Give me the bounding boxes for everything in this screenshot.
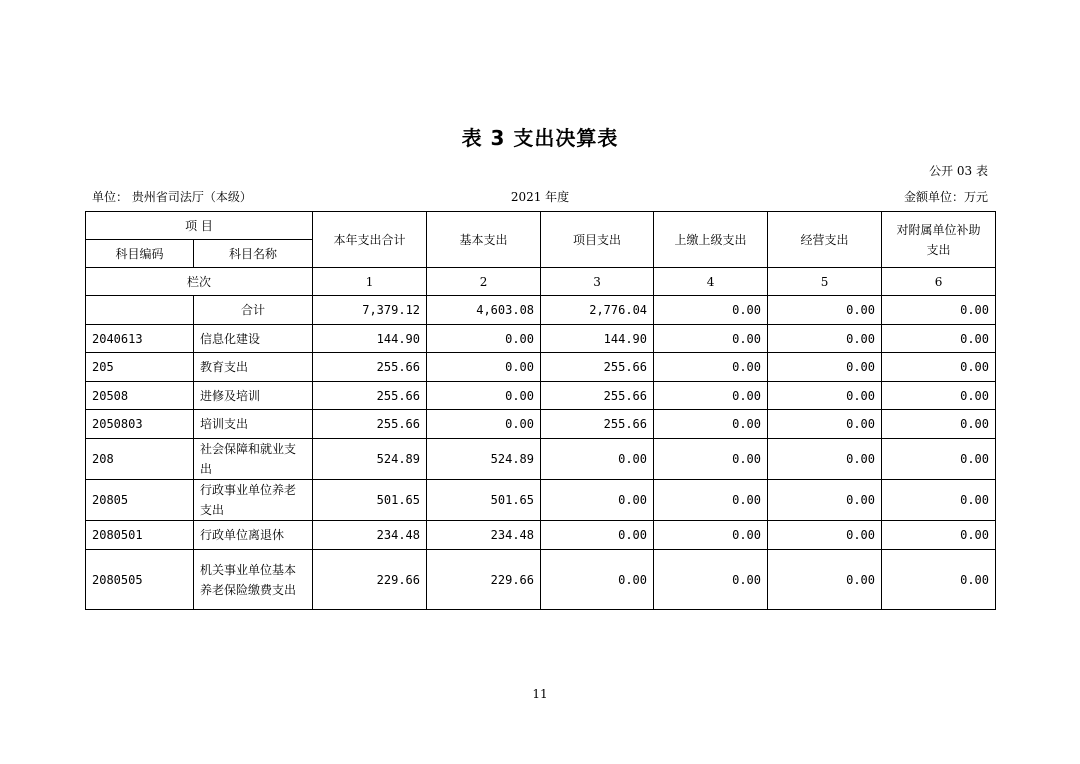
row-value: 0.00	[654, 382, 768, 410]
row-name: 机关事业单位基本养老保险缴费支出	[194, 550, 313, 610]
row-value: 0.00	[768, 353, 882, 382]
row-value: 255.66	[313, 353, 427, 382]
row-value: 0.00	[882, 550, 996, 610]
row-value: 0.00	[427, 325, 541, 353]
header-item: 项 目	[86, 212, 313, 240]
column-index-cell: 2	[427, 268, 541, 296]
row-value: 0.00	[654, 521, 768, 550]
row-value: 0.00	[882, 325, 996, 353]
row-code: 2080505	[86, 550, 194, 610]
column-index-row	[86, 268, 996, 296]
table-row	[86, 480, 996, 521]
total-row	[86, 296, 996, 325]
row-value: 0.00	[768, 382, 882, 410]
table-row	[86, 325, 996, 353]
row-value: 0.00	[768, 439, 882, 480]
header-col2: 基本支出	[427, 212, 541, 268]
column-index-label: 栏次	[86, 268, 313, 296]
row-value: 144.90	[541, 325, 654, 353]
row-code: 2040613	[86, 325, 194, 353]
table-row	[86, 439, 996, 480]
row-name: 教育支出	[194, 353, 313, 382]
header-col5: 经营支出	[768, 212, 882, 268]
table-row	[86, 550, 996, 610]
column-index-cell: 6	[882, 268, 996, 296]
row-code: 20805	[86, 480, 194, 521]
row-value: 0.00	[882, 353, 996, 382]
column-index-cell: 1	[313, 268, 427, 296]
header-row-1	[86, 212, 996, 240]
row-value: 0.00	[654, 353, 768, 382]
header-col4: 上缴上级支出	[654, 212, 768, 268]
total-value: 0.00	[882, 296, 996, 325]
row-value: 0.00	[654, 439, 768, 480]
expenditure-table	[85, 211, 996, 610]
row-value: 255.66	[541, 353, 654, 382]
row-code: 208	[86, 439, 194, 480]
total-code-cell	[86, 296, 194, 325]
row-name: 行政单位离退休	[194, 521, 313, 550]
table-row	[86, 353, 996, 382]
row-value: 501.65	[427, 480, 541, 521]
meta-row	[92, 188, 988, 206]
row-code: 2050803	[86, 410, 194, 439]
row-value: 255.66	[313, 410, 427, 439]
row-value: 0.00	[768, 410, 882, 439]
row-value: 0.00	[882, 521, 996, 550]
row-value: 0.00	[768, 325, 882, 353]
row-value: 0.00	[427, 410, 541, 439]
row-value: 229.66	[427, 550, 541, 610]
row-value: 0.00	[768, 521, 882, 550]
row-value: 0.00	[427, 382, 541, 410]
row-value: 229.66	[313, 550, 427, 610]
row-value: 0.00	[654, 550, 768, 610]
row-value: 0.00	[541, 439, 654, 480]
row-value: 234.48	[313, 521, 427, 550]
row-value: 524.89	[313, 439, 427, 480]
row-value: 0.00	[654, 410, 768, 439]
page-number: 11	[532, 687, 548, 701]
total-value: 0.00	[654, 296, 768, 325]
header-col3: 项目支出	[541, 212, 654, 268]
row-name: 社会保障和就业支出	[194, 439, 313, 480]
row-value: 0.00	[882, 480, 996, 521]
table-row	[86, 521, 996, 550]
table-row	[86, 382, 996, 410]
row-name: 进修及培训	[194, 382, 313, 410]
row-value: 0.00	[541, 521, 654, 550]
row-code: 20508	[86, 382, 194, 410]
row-code: 2080501	[86, 521, 194, 550]
row-value: 144.90	[313, 325, 427, 353]
row-value: 255.66	[541, 410, 654, 439]
row-name: 培训支出	[194, 410, 313, 439]
table-row	[86, 410, 996, 439]
column-index-cell: 4	[654, 268, 768, 296]
row-value: 501.65	[313, 480, 427, 521]
row-value: 0.00	[654, 480, 768, 521]
row-value: 255.66	[313, 382, 427, 410]
row-value: 234.48	[427, 521, 541, 550]
row-name: 行政事业单位养老支出	[194, 480, 313, 521]
row-code: 205	[86, 353, 194, 382]
row-value: 0.00	[768, 550, 882, 610]
year-label: 2021 年度	[510, 190, 570, 204]
column-index-cell: 3	[541, 268, 654, 296]
page-title: 表 3 支出决算表	[461, 126, 619, 150]
header-col1: 本年支出合计	[313, 212, 427, 268]
doc-code: 公开 03 表	[929, 164, 988, 178]
column-index-cell: 5	[768, 268, 882, 296]
total-value: 2,776.04	[541, 296, 654, 325]
header-name: 科目名称	[194, 240, 313, 268]
row-value: 524.89	[427, 439, 541, 480]
row-value: 0.00	[882, 410, 996, 439]
row-value: 0.00	[768, 480, 882, 521]
amount-unit: 金额单位：万元	[903, 190, 988, 204]
unit-label: 单位： 贵州省司法厅（本级）	[92, 190, 252, 204]
row-value: 255.66	[541, 382, 654, 410]
row-value: 0.00	[882, 382, 996, 410]
row-name: 信息化建设	[194, 325, 313, 353]
row-value: 0.00	[541, 550, 654, 610]
header-code: 科目编码	[86, 240, 194, 268]
row-value: 0.00	[654, 325, 768, 353]
row-value: 0.00	[882, 439, 996, 480]
total-label: 合计	[194, 296, 313, 325]
row-value: 0.00	[541, 480, 654, 521]
row-value: 0.00	[427, 353, 541, 382]
total-value: 7,379.12	[313, 296, 427, 325]
header-col6: 对附属单位补助支出	[882, 212, 996, 268]
total-value: 0.00	[768, 296, 882, 325]
total-value: 4,603.08	[427, 296, 541, 325]
